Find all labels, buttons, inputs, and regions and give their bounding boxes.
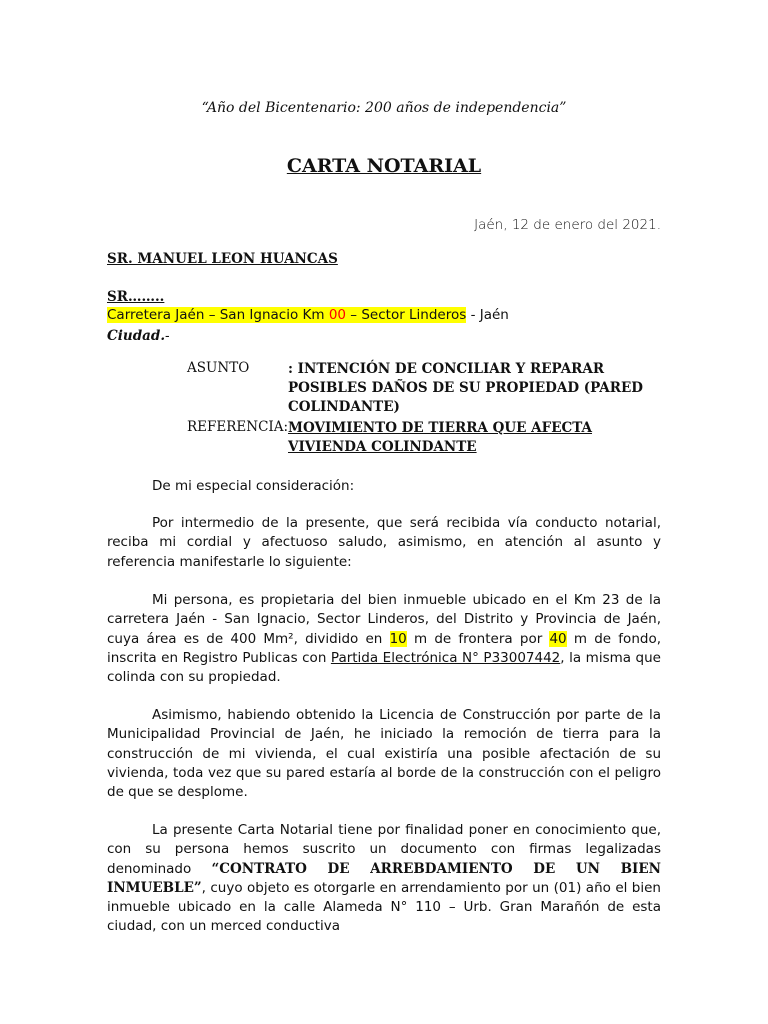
- address-part2: – Sector Linderos: [346, 307, 467, 323]
- city-line: [107, 328, 170, 344]
- address-suffix: - Jaén: [466, 307, 509, 323]
- motto-line: “Año del Bicentenario: 200 años de independencia”: [201, 100, 567, 116]
- depth-measure: 40: [549, 630, 567, 647]
- title-text: CARTA NOTARIAL: [286, 155, 482, 177]
- property-text-d: , la misma que colinda con su propiedad.: [107, 649, 661, 686]
- address-km: 00: [328, 307, 347, 323]
- document-title: [0, 155, 768, 177]
- paragraph-license-text: Asimismo, habiendo obtenido la Licencia de Construcción por parte de la Municipalidad Provincial de Jaén, he iniciado la remoción de tierra para la construcción de mi vivienda, el cual existiría una posible afectación de su vivienda, toda vez que su pared estaría al borde de la construcción con el peligro de que se desplome.: [107, 707, 661, 801]
- asunto-value: : INTENCIÓN DE CONCILIAR Y REPARAR POSIBLES DAÑOS DE SU PROPIEDAD (PARED COLINDANTE): [288, 361, 643, 415]
- referencia-block: [187, 419, 593, 455]
- sr-line: SR……..: [107, 289, 165, 305]
- front-measure: 10: [389, 630, 407, 647]
- date-line: Jaén, 12 de enero del 2021.: [474, 217, 661, 233]
- referencia-value: MOVIMIENTO DE TIERRA QUE AFECTA VIVIENDA COLINDANTE: [288, 420, 593, 455]
- address-part1: Carretera Jaén – San Ignacio Km: [107, 307, 329, 323]
- partida-electronica: Partida Electrónica N° P33007442: [330, 649, 561, 666]
- contract-name: “CONTRATO DE ARREBDAMIENTO DE UN BIEN INMUEBLE”: [107, 860, 661, 896]
- address-highlight: [107, 307, 466, 323]
- property-text-b: m de frontera por: [406, 630, 550, 647]
- property-text-a: Mi persona, es propietaria del bien inmueble ubicado en el Km 23 de la carretera Jaén - San Ignacio, Sector Linderos, del Distrito y Provincia de Jaén, cuya área es de 400 Mm², dividido en: [107, 592, 661, 647]
- address-line: [107, 307, 509, 323]
- asunto-label: ASUNTO: [187, 360, 250, 376]
- asunto-block: [187, 360, 643, 415]
- paragraph-property: [107, 591, 661, 687]
- city-dash: -: [165, 328, 170, 344]
- purpose-text-b: , cuyo objeto es otorgarle en arrendamiento por un (01) año el bien inmueble ubicado en la calle Alameda N° 110 – Urb. Gran Marañón de esta ciudad, con un merced conductiva: [107, 879, 661, 935]
- paragraph-license: [107, 706, 661, 802]
- paragraph-intro: [107, 514, 661, 572]
- purpose-text-a: La presente Carta Notarial tiene por finalidad poner en conocimiento que, con su persona hemos suscrito un documento con firmas legalizadas denominado: [107, 822, 661, 877]
- paragraph-purpose: [107, 821, 661, 937]
- referencia-label: REFERENCIA:: [187, 419, 289, 435]
- paragraph-intro-text: Por intermedio de la presente, que será recibida vía conducto notarial, reciba mi cordial y afectuoso saludo, asimismo, en atención al asunto y referencia manifestarle lo siguiente:: [107, 515, 661, 570]
- addressee-name: SR. MANUEL LEON HUANCAS: [107, 251, 338, 267]
- greeting-text: De mi especial consideración:: [152, 478, 355, 494]
- property-text-c: m de fondo, inscrita en Registro Publicas con: [107, 630, 661, 666]
- city-text: Ciudad.: [107, 328, 166, 344]
- greeting-paragraph: [107, 477, 661, 496]
